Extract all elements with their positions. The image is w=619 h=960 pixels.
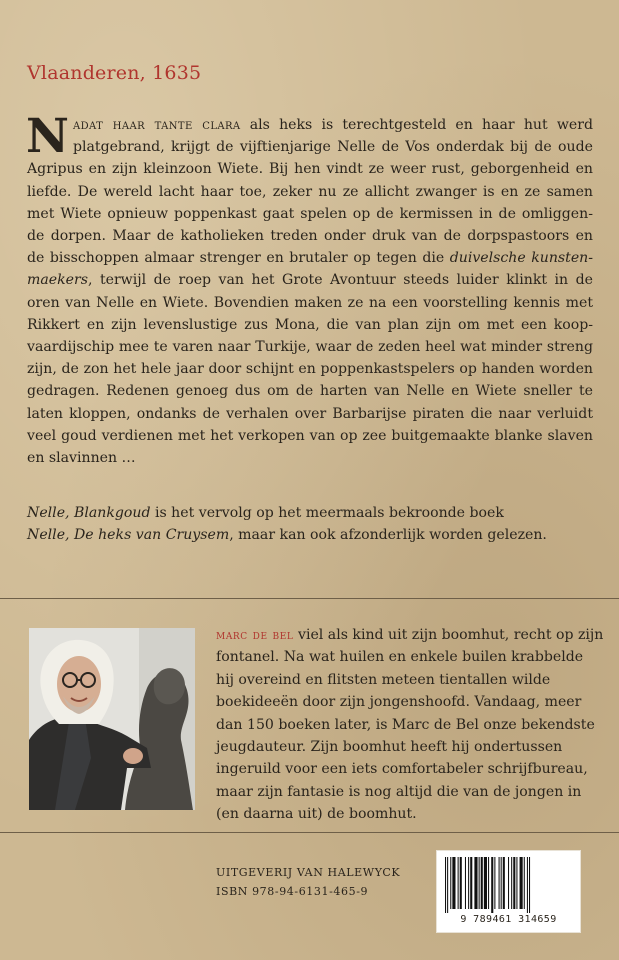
barcode <box>437 851 580 932</box>
author-photo-illustration <box>29 628 195 810</box>
barcode-bar <box>479 857 480 909</box>
barcode-bar <box>511 857 512 909</box>
barcode-bar <box>450 857 451 909</box>
series-note-line2: Nelle, De heks van Cruysem, maar kan ook afzonderlijk worden gelezen. <box>27 527 547 544</box>
divider-bottom <box>0 832 619 833</box>
synopsis-text-part2: , terwijl de roep van het Grote Avontuur steeds luider klinkt in de oren van Nelle en Wiete. Bovendien maken ze na een voorstelling kennis met Rikkert en zijn levenslustige zus Mona, die van plan zijn om met een koop-vaardijschip mee te varen naar Turkije, waar de zeden heel wat minder streng zijn, de zon het hele jaar door schijnt en poppenkastspelers op handen worden gedragen. Redenen genoeg dus om de harten van Nelle en Wiete sneller te laten kloppen, ondanks de verhalen over Barbarijse piraten die naar verluidt veel goud verdienen met het verkopen van op zee buitgemaakte blanke slaven en slavinnen … <box>27 272 593 467</box>
setting-heading: Vlaanderen, 1635 <box>27 62 202 84</box>
barcode-bar <box>445 857 446 913</box>
publisher-info <box>216 863 400 901</box>
barcode-bar <box>452 857 455 909</box>
barcode-bar <box>513 857 515 909</box>
barcode-bar <box>499 857 500 909</box>
divider-top <box>0 598 619 599</box>
barcode-bars <box>443 857 574 913</box>
barcode-bar <box>524 857 525 909</box>
drop-cap: N <box>26 109 69 164</box>
barcode-bar <box>447 857 448 913</box>
barcode-digits: 9 789461 314659 <box>460 914 557 925</box>
barcode-bar <box>481 857 483 909</box>
barcode-bar <box>468 857 469 909</box>
barcode-bar <box>501 857 502 909</box>
publisher-name: UITGEVERIJ VAN HALEWYCK <box>216 866 401 879</box>
barcode-bar <box>491 857 493 913</box>
barcode-bar <box>494 857 495 909</box>
author-photo <box>29 628 195 810</box>
author-name: marc de bel <box>216 627 294 643</box>
barcode-bar <box>470 857 472 909</box>
barcode-bar <box>460 857 462 909</box>
barcode-bar <box>488 857 489 909</box>
isbn: ISBN 978-94-6131-465-9 <box>216 885 369 898</box>
series-note <box>27 502 597 546</box>
barcode-bar <box>465 857 466 909</box>
synopsis-paragraph <box>26 109 593 469</box>
barcode-bar <box>508 857 509 909</box>
book-title-heks-van-cruysem: Nelle, De heks van Cruysem <box>27 527 230 544</box>
barcode-bar <box>520 857 523 909</box>
series-note-line1: Nelle, Blankgoud is het vervolg op het meermaals bekroonde boek <box>27 505 504 521</box>
barcode-bar <box>503 857 505 909</box>
barcode-bar <box>527 857 528 913</box>
author-bio <box>216 624 604 826</box>
barcode-bar <box>458 857 459 909</box>
book-title-blankgoud: Nelle, Blankgoud <box>27 505 151 521</box>
synopsis-text-part1: als heks is terechtgesteld en haar hut werd platgebrand, krijgt de vijftienjarige Nelle de Vos onderdak bij de oude Agripus en zijn kleinzoon Wiete. Bij hen vindt ze weer rust, geborgenheid en liefde. De wereld lacht haar toe, zeker nu ze allicht zwanger is en ze samen met Wiete opnieuw poppenkast gaat spelen op de kermissen in de omliggen-de dorpen. Maar de katholieken treden onder druk van de dorpspastoors en de bisschoppen almaar strenger en brutaler op tegen die <box>27 117 593 267</box>
barcode-bar <box>474 857 477 909</box>
synopsis-opening-smallcaps: adat haar tante clara <box>72 117 241 133</box>
barcode-bar <box>516 857 517 909</box>
barcode-bar <box>529 857 530 913</box>
author-bio-text: viel als kind uit zijn boomhut, recht op zijn fontanel. Na wat huilen en enkele builen krabbelde hij overeind en flitsten meteen tientallen wilde boekideeën door zijn jongenshoofd. Vandaag, meer dan 150 boeken later, is Marc de Bel onze bekendste jeugdauteur. Zijn boomhut heeft hij ondertussen ingeruild voor een iets comfortabeler schrijfbureau, maar zijn fantasie is nog altijd die van de jongen in (en daarna uit) de boomhut. <box>216 627 604 823</box>
barcode-bar <box>484 857 487 909</box>
synopsis-italic-phrase: duivelsche kunsten-maekers <box>27 250 593 289</box>
